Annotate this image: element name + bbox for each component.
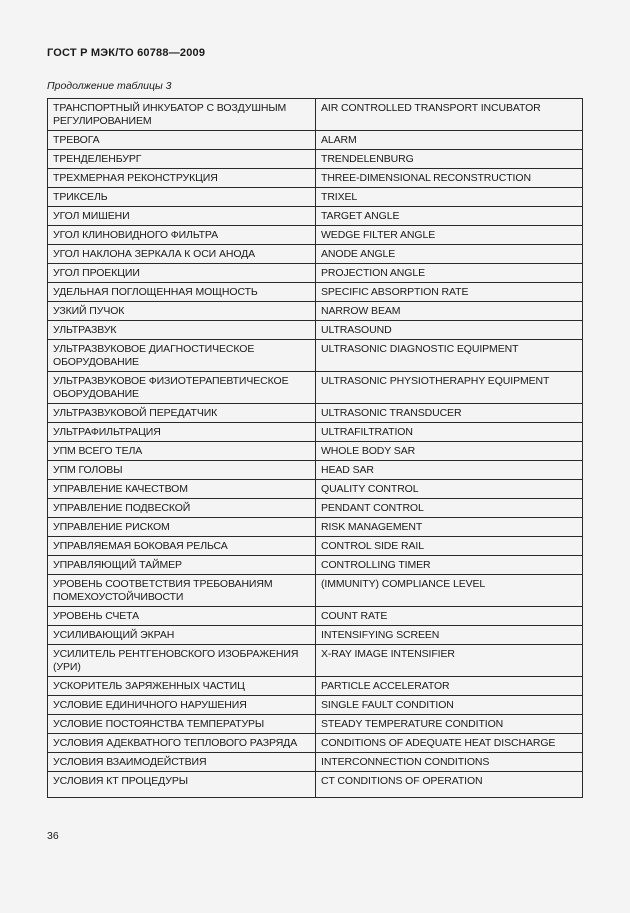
table-row [48, 442, 583, 461]
standard-header: ГОСТ Р МЭК/ТО 60788—2009 [47, 47, 206, 59]
term-russian: УЛЬТРАФИЛЬТРАЦИЯ [48, 423, 316, 442]
term-russian: УСЛОВИЯ КТ ПРОЦЕДУРЫ [48, 772, 316, 798]
term-russian: УГОЛ ПРОЕКЦИИ [48, 264, 316, 283]
table-row [48, 404, 583, 423]
table-row [48, 461, 583, 480]
term-english: PARTICLE ACCELERATOR [316, 677, 583, 696]
term-russian: ТРЕНДЕЛЕНБУРГ [48, 150, 316, 169]
table-row [48, 207, 583, 226]
term-russian: УЛЬТРАЗВУК [48, 321, 316, 340]
term-english: HEAD SAR [316, 461, 583, 480]
table-row [48, 575, 583, 607]
term-russian: УДЕЛЬНАЯ ПОГЛОЩЕННАЯ МОЩНОСТЬ [48, 283, 316, 302]
term-english: ULTRASONIC PHYSIOTHERAPHY EQUIPMENT [316, 372, 583, 404]
terms-table [47, 98, 583, 798]
term-english: WEDGE FILTER ANGLE [316, 226, 583, 245]
term-russian: УСИЛИТЕЛЬ РЕНТГЕНОВСКОГО ИЗОБРАЖЕНИЯ (УРИ) [48, 645, 316, 677]
term-english: CT CONDITIONS OF OPERATION [316, 772, 583, 798]
table-row [48, 188, 583, 207]
term-russian: УСЛОВИЯ АДЕКВАТНОГО ТЕПЛОВОГО РАЗРЯДА [48, 734, 316, 753]
table-row [48, 99, 583, 131]
term-russian: УЛЬТРАЗВУКОВОЕ ФИЗИОТЕРАПЕВТИЧЕСКОЕ ОБОРУДОВАНИЕ [48, 372, 316, 404]
term-english: (IMMUNITY) COMPLIANCE LEVEL [316, 575, 583, 607]
term-russian: УЛЬТРАЗВУКОВОЕ ДИАГНОСТИЧЕСКОЕ ОБОРУДОВАНИЕ [48, 340, 316, 372]
term-english: ANODE ANGLE [316, 245, 583, 264]
term-english: ULTRAFILTRATION [316, 423, 583, 442]
term-english: SINGLE FAULT CONDITION [316, 696, 583, 715]
table-row [48, 499, 583, 518]
term-russian: УГОЛ НАКЛОНА ЗЕРКАЛА К ОСИ АНОДА [48, 245, 316, 264]
term-russian: ТРЕХМЕРНАЯ РЕКОНСТРУКЦИЯ [48, 169, 316, 188]
table-row [48, 480, 583, 499]
table-row [48, 715, 583, 734]
table-row [48, 264, 583, 283]
table-row [48, 537, 583, 556]
term-english: STEADY TEMPERATURE CONDITION [316, 715, 583, 734]
table-row [48, 302, 583, 321]
term-english: ULTRASONIC DIAGNOSTIC EQUIPMENT [316, 340, 583, 372]
term-russian: УРОВЕНЬ СЧЕТА [48, 607, 316, 626]
term-russian: УПМ ГОЛОВЫ [48, 461, 316, 480]
term-english: TARGET ANGLE [316, 207, 583, 226]
term-russian: УПРАВЛЯЮЩИЙ ТАЙМЕР [48, 556, 316, 575]
term-russian: УПМ ВСЕГО ТЕЛА [48, 442, 316, 461]
term-russian: УПРАВЛЕНИЕ ПОДВЕСКОЙ [48, 499, 316, 518]
term-english: THREE-DIMENSIONAL RECONSTRUCTION [316, 169, 583, 188]
term-english: ALARM [316, 131, 583, 150]
term-russian: ТРАНСПОРТНЫЙ ИНКУБАТОР С ВОЗДУШНЫМ РЕГУЛИРОВАНИЕМ [48, 99, 316, 131]
table-row [48, 226, 583, 245]
term-russian: УПРАВЛЯЕМАЯ БОКОВАЯ РЕЛЬСА [48, 537, 316, 556]
term-english: CONDITIONS OF ADEQUATE HEAT DISCHARGE [316, 734, 583, 753]
term-russian: ТРИКСЕЛЬ [48, 188, 316, 207]
terms-table-body [48, 99, 583, 798]
term-english: PENDANT CONTROL [316, 499, 583, 518]
table-row [48, 645, 583, 677]
term-english: X-RAY IMAGE INTENSIFIER [316, 645, 583, 677]
table-row [48, 556, 583, 575]
table-row [48, 340, 583, 372]
term-english: WHOLE BODY SAR [316, 442, 583, 461]
table-row [48, 734, 583, 753]
term-russian: УСИЛИВАЮЩИЙ ЭКРАН [48, 626, 316, 645]
table-row [48, 607, 583, 626]
term-english: QUALITY CONTROL [316, 480, 583, 499]
term-russian: УЛЬТРАЗВУКОВОЙ ПЕРЕДАТЧИК [48, 404, 316, 423]
table-row [48, 372, 583, 404]
term-russian: УСЛОВИЕ ЕДИНИЧНОГО НАРУШЕНИЯ [48, 696, 316, 715]
term-english: ULTRASONIC TRANSDUCER [316, 404, 583, 423]
term-english: NARROW BEAM [316, 302, 583, 321]
term-russian: УГОЛ КЛИНОВИДНОГО ФИЛЬТРА [48, 226, 316, 245]
table-row [48, 283, 583, 302]
table-caption: Продолжение таблицы 3 [47, 80, 172, 92]
term-russian: УПРАВЛЕНИЕ КАЧЕСТВОМ [48, 480, 316, 499]
table-row [48, 626, 583, 645]
term-russian: УПРАВЛЕНИЕ РИСКОМ [48, 518, 316, 537]
table-row [48, 321, 583, 340]
term-english: CONTROL SIDE RAIL [316, 537, 583, 556]
term-russian: УСКОРИТЕЛЬ ЗАРЯЖЕННЫХ ЧАСТИЦ [48, 677, 316, 696]
page-number: 36 [47, 830, 59, 842]
table-row [48, 150, 583, 169]
term-english: TRIXEL [316, 188, 583, 207]
term-english: INTERCONNECTION CONDITIONS [316, 753, 583, 772]
table-row [48, 677, 583, 696]
term-russian: УГОЛ МИШЕНИ [48, 207, 316, 226]
table-row [48, 518, 583, 537]
table-row [48, 423, 583, 442]
term-russian: УСЛОВИЕ ПОСТОЯНСТВА ТЕМПЕРАТУРЫ [48, 715, 316, 734]
term-english: COUNT RATE [316, 607, 583, 626]
term-russian: УЗКИЙ ПУЧОК [48, 302, 316, 321]
term-english: SPECIFIC ABSORPTION RATE [316, 283, 583, 302]
term-english: TRENDELENBURG [316, 150, 583, 169]
term-english: PROJECTION ANGLE [316, 264, 583, 283]
term-english: CONTROLLING TIMER [316, 556, 583, 575]
table-row [48, 245, 583, 264]
table-row [48, 753, 583, 772]
table-row [48, 772, 583, 798]
table-row [48, 696, 583, 715]
term-english: ULTRASOUND [316, 321, 583, 340]
table-row [48, 169, 583, 188]
table-row [48, 131, 583, 150]
term-english: INTENSIFYING SCREEN [316, 626, 583, 645]
term-russian: ТРЕВОГА [48, 131, 316, 150]
term-russian: УСЛОВИЯ ВЗАИМОДЕЙСТВИЯ [48, 753, 316, 772]
term-russian: УРОВЕНЬ СООТВЕТСТВИЯ ТРЕБОВАНИЯМ ПОМЕХОУСТОЙЧИВОСТИ [48, 575, 316, 607]
term-english: RISK MANAGEMENT [316, 518, 583, 537]
term-english: AIR CONTROLLED TRANSPORT INCUBATOR [316, 99, 583, 131]
